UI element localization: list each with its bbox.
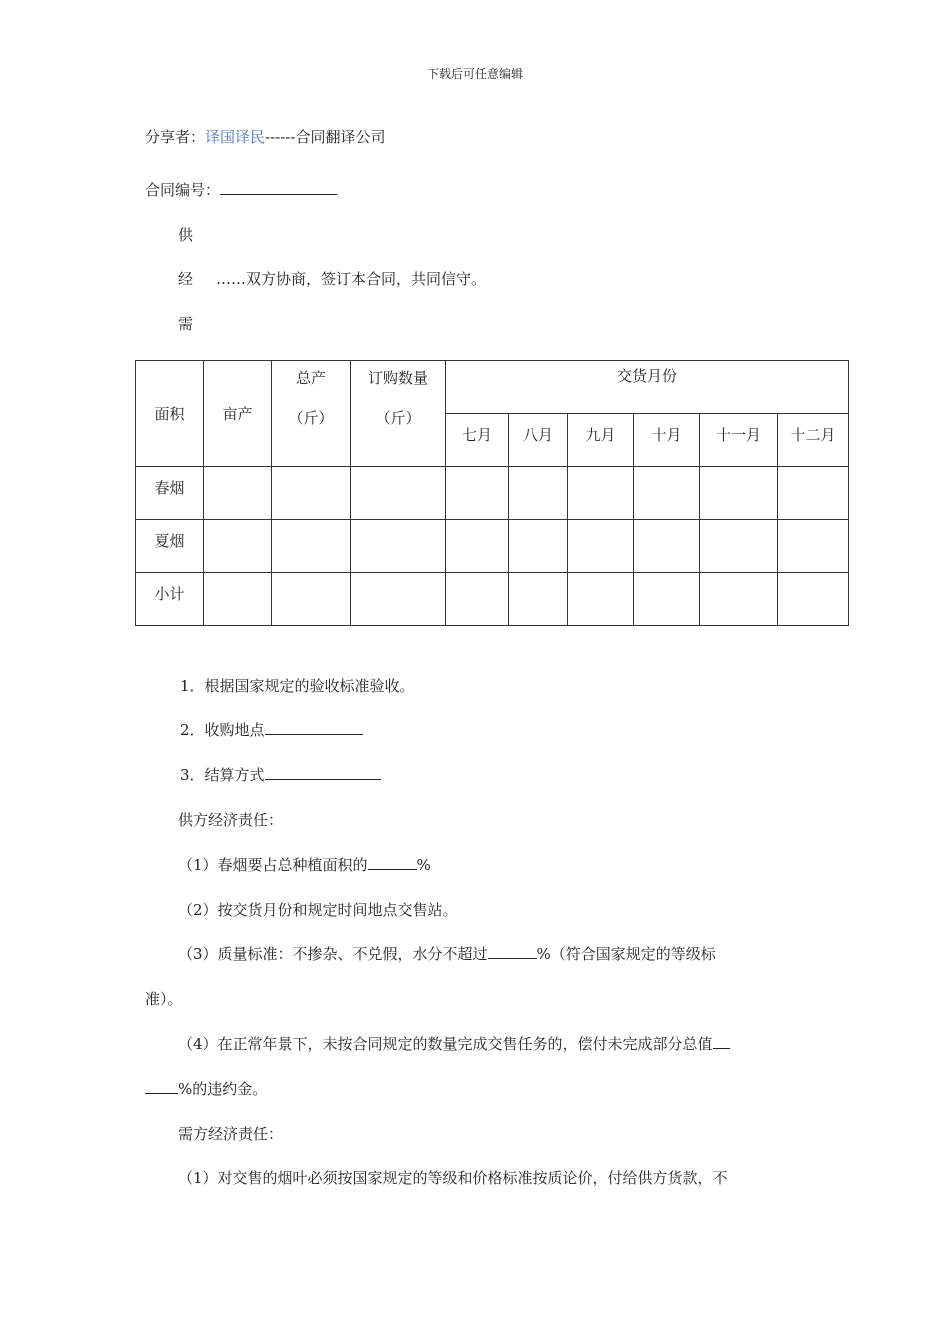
clause-2 — [180, 719, 363, 741]
header-total-unit: （斤） — [288, 409, 334, 427]
party-manage-char: 经 — [178, 270, 194, 288]
table-row — [136, 573, 849, 626]
sharer-company: 合同翻译公司 — [295, 128, 386, 146]
penalty-percent-blank-b — [145, 1079, 178, 1094]
agreement-intro: ……双方协商，签订本合同，共同信守。 — [216, 270, 487, 288]
delivery-table — [135, 360, 849, 626]
row-label-summer: 夏烟 — [136, 520, 204, 573]
supply-duty-3-cont: 准）。 — [145, 990, 183, 1008]
sharer-label: 分享者： — [145, 128, 206, 146]
month-sep: 九月 — [568, 414, 634, 467]
row-label-spring: 春烟 — [136, 467, 204, 520]
sharer-line — [145, 126, 385, 148]
penalty-percent-blank-a — [713, 1034, 730, 1049]
month-oct: 十月 — [634, 414, 700, 467]
month-aug: 八月 — [509, 414, 568, 467]
clause-2-text: 2．收购地点 — [180, 721, 265, 739]
party-demand-char: 需 — [178, 315, 194, 333]
moisture-percent-blank — [488, 944, 537, 959]
header-order-qty — [351, 361, 446, 467]
table-row — [136, 520, 849, 573]
clause-3-text: 3．结算方式 — [180, 766, 265, 784]
header-delivery-month: 交货月份 — [446, 361, 849, 414]
sharer-dashes: ------ — [265, 128, 296, 146]
sharer-link[interactable]: 译国译民 — [205, 128, 266, 146]
header-area: 面积 — [136, 361, 204, 467]
header-total — [272, 361, 351, 467]
clause-3 — [180, 764, 381, 786]
settlement-method-blank — [265, 765, 381, 780]
party-supply-char: 供 — [178, 226, 194, 244]
spring-percent-blank — [368, 855, 417, 870]
row-label-subtotal: 小计 — [136, 573, 204, 626]
supply-duty-1: （1）春烟要占总种植面积的 % — [178, 856, 431, 874]
header-yield: 亩产 — [204, 361, 272, 467]
clause-1: 1．根据国家规定的验收标准验收。 — [180, 677, 415, 695]
month-dec: 十二月 — [778, 414, 849, 467]
supply-duty-2: （2）按交货月份和规定时间地点交售站。 — [178, 901, 458, 919]
header-order-unit: （斤） — [375, 409, 421, 427]
header-total-label: 总产 — [295, 369, 326, 387]
contract-number-line — [145, 179, 337, 201]
header-order-label: 订购数量 — [367, 369, 428, 387]
contract-number-blank — [220, 180, 337, 195]
month-jul: 七月 — [446, 414, 509, 467]
supply-duties-title: 供方经济责任： — [178, 811, 284, 829]
demand-duty-1: （1）对交售的烟叶必须按国家规定的等级和价格标准按质论价，付给供方货款，不 — [178, 1169, 728, 1187]
supply-duty-3: （3）质量标准：不掺杂、不兑假，水分不超过 %（符合国家规定的等级标 — [178, 945, 716, 963]
table-row — [136, 467, 849, 520]
supply-duty-4-cont: %的违约金。 — [145, 1078, 267, 1100]
contract-number-label: 合同编号： — [145, 181, 221, 199]
month-nov: 十一月 — [700, 414, 778, 467]
download-note: 下载后可任意编辑 — [426, 67, 523, 81]
purchase-location-blank — [265, 720, 363, 735]
supply-duty-4: （4）在正常年景下，未按合同规定的数量完成交售任务的，偿付未完成部分总值 — [178, 1033, 730, 1055]
demand-duties-title: 需方经济责任： — [178, 1125, 284, 1143]
